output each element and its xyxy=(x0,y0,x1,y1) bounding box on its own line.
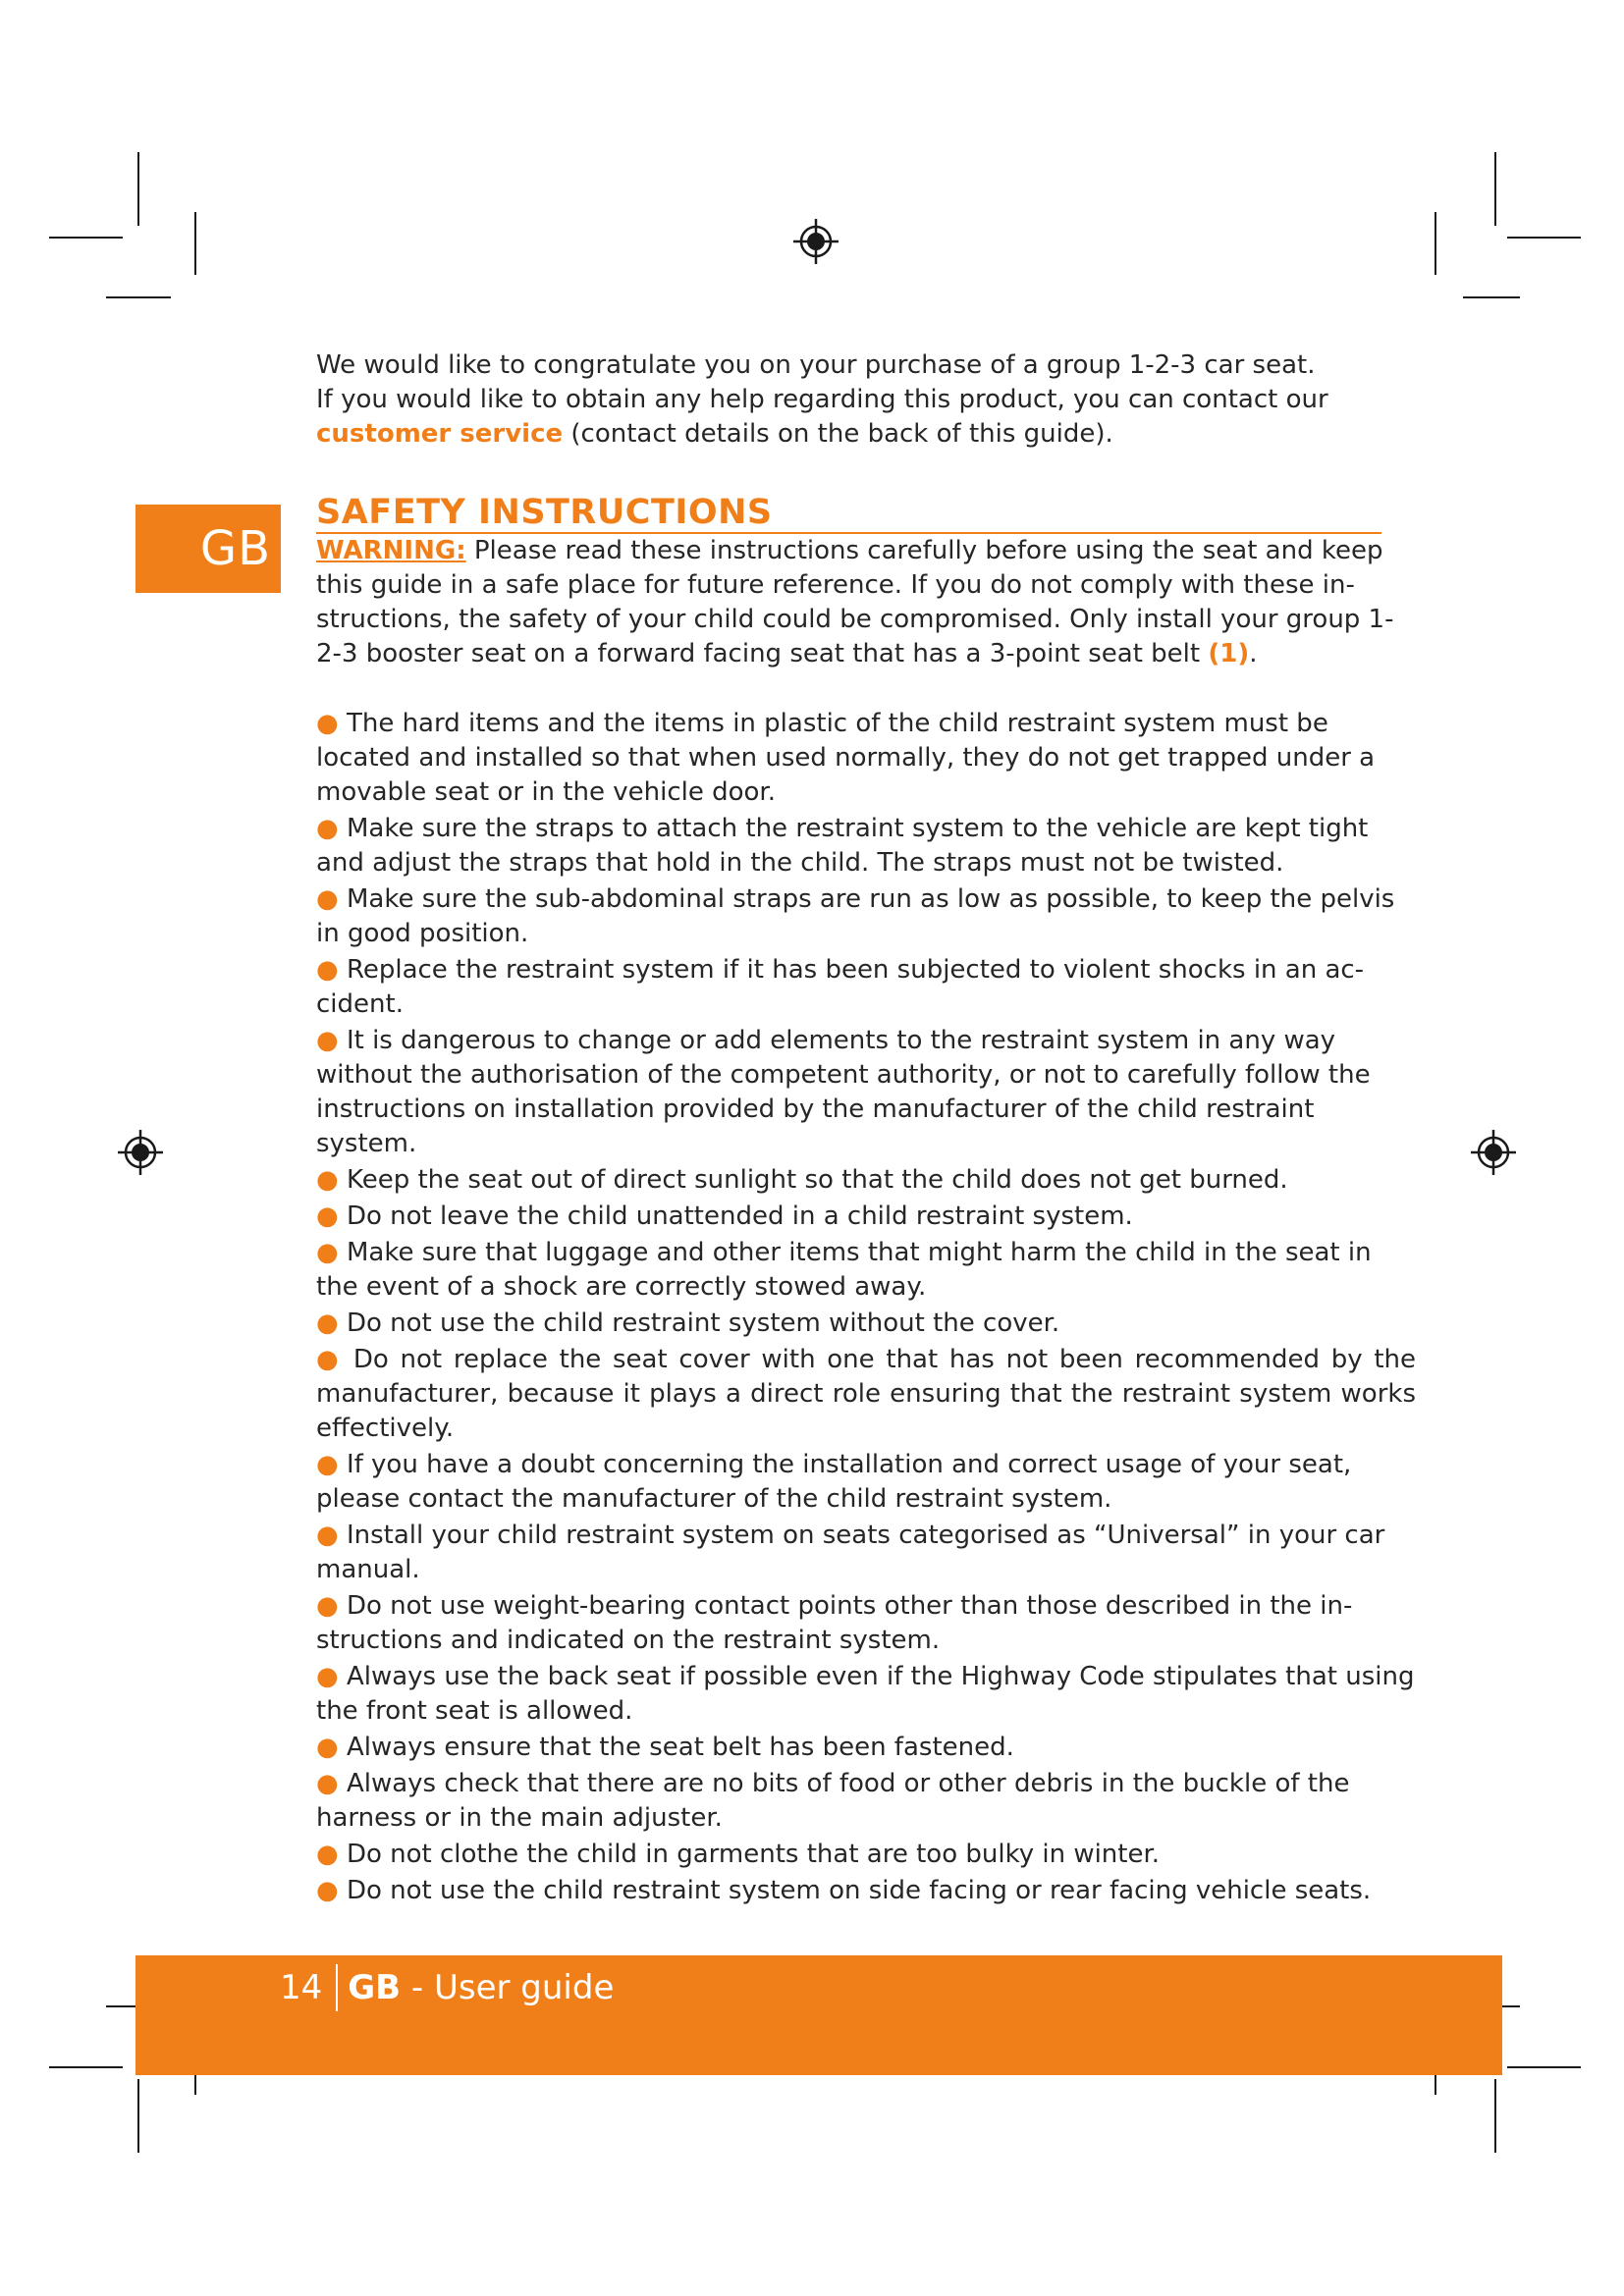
crop-mark xyxy=(1435,212,1436,275)
intro-line-1: We would like to congratulate you on your purchase of a group 1-2-3 car seat. xyxy=(316,350,1316,380)
list-item: ● Do not leave the child unattended in a child restraint system. xyxy=(316,1201,1133,1231)
bullet-icon: ● xyxy=(316,1238,339,1267)
page-number: 14 xyxy=(280,1968,323,2007)
list-item: ● It is dangerous to change or add elements to the restraint system in any way without the authorisation of the competent authority, or not to carefully follow the instructions on installation provided by the manufacturer of the child restraint system. xyxy=(316,1026,1371,1158)
intro xyxy=(316,348,1416,452)
registration-mark-icon xyxy=(792,218,839,265)
crop-mark xyxy=(1463,296,1520,298)
bullet-icon: ● xyxy=(316,709,339,738)
bullet-icon: ● xyxy=(316,1026,339,1055)
bullet-icon: ● xyxy=(316,1201,339,1231)
intro-line-2-tail: (contact details on the back of this guide). xyxy=(563,419,1113,449)
crop-mark xyxy=(1494,2079,1496,2153)
footer-label: - User guide xyxy=(401,1968,615,2007)
bullet-icon: ● xyxy=(316,1662,339,1691)
list-item: ● If you have a doubt concerning the installation and correct usage of your seat, please contact the manufacturer of the child restraint system. xyxy=(316,1450,1352,1514)
list-item: ● Keep the seat out of direct sunlight so that the child does not get burned. xyxy=(316,1165,1288,1195)
crop-mark xyxy=(137,2079,139,2153)
bullet-icon: ● xyxy=(316,814,339,843)
customer-service-link: customer service xyxy=(316,419,564,449)
list-item: ● Install your child restraint system on seats categorised as “Universal” in your car manual. xyxy=(316,1521,1385,1584)
list-item: ● Do not use weight-bearing contact points other than those described in the in-structions and indicated on the restraint system. xyxy=(316,1591,1353,1655)
bullet-icon: ● xyxy=(316,1840,339,1869)
footer xyxy=(280,1963,614,2012)
list-item: ● Do not use the child restraint system without the cover. xyxy=(316,1308,1060,1338)
crop-mark xyxy=(49,2066,123,2068)
registration-mark-icon xyxy=(117,1129,164,1176)
crop-mark xyxy=(1507,237,1581,239)
crop-mark xyxy=(106,296,171,298)
list-item: ● Make sure that luggage and other items that might harm the child in the seat in the event of a shock are correctly stowed away. xyxy=(316,1238,1372,1302)
bullet-icon: ● xyxy=(316,1345,343,1374)
warning-text: Please read these instructions carefully before using the seat and keep this guide in a safe place for future reference. If you do not comply with these in-structions, the safety of your child could be compromised. Only install your group 1-2-3 booster seat on a forward facing seat that has a 3-point seat belt xyxy=(316,536,1394,668)
crop-mark xyxy=(194,212,196,275)
intro-line-2 xyxy=(316,383,1416,452)
page-content xyxy=(316,348,1416,1910)
warning-label: WARNING: xyxy=(316,536,466,565)
list-item: ● Do not use the child restraint system on side facing or rear facing vehicle seats. xyxy=(316,1876,1372,1905)
crop-mark xyxy=(1507,2066,1581,2068)
list-item: ● Make sure the sub-abdominal straps are run as low as possible, to keep the pelvis in good position. xyxy=(316,884,1395,948)
registration-mark-icon xyxy=(1470,1129,1517,1176)
intro-line-2-text: If you would like to obtain any help regarding this product, you can contact our xyxy=(316,385,1328,414)
section-title: SAFETY INSTRUCTIONS xyxy=(316,493,1381,534)
crop-mark xyxy=(1494,152,1496,226)
safety-list xyxy=(316,707,1416,1908)
bullet-icon: ● xyxy=(316,1450,339,1479)
warning-end: . xyxy=(1249,639,1258,668)
crop-mark xyxy=(137,152,139,226)
list-item: ● Replace the restraint system if it has been subjected to violent shocks in an ac-cident. xyxy=(316,955,1365,1019)
footer-language: GB xyxy=(348,1968,402,2007)
list-item: ● Always ensure that the seat belt has been fastened. xyxy=(316,1733,1014,1762)
bullet-icon: ● xyxy=(316,1876,339,1905)
list-item: ● Do not replace the seat cover with one that has not been recommended by the manufacturer, because it plays a direct role ensuring that the restraint system works effectively. xyxy=(316,1345,1417,1443)
warning-paragraph xyxy=(316,534,1416,671)
bullet-icon: ● xyxy=(316,955,339,985)
bullet-icon: ● xyxy=(316,1308,339,1338)
bullet-icon: ● xyxy=(316,884,339,914)
list-item: ● Always use the back seat if possible even if the Highway Code stipulates that using the front seat is allowed. xyxy=(316,1662,1415,1726)
language-tab xyxy=(135,505,281,593)
list-item: ● Always check that there are no bits of food or other debris in the buckle of the harness or in the main adjuster. xyxy=(316,1769,1350,1833)
figure-reference: (1) xyxy=(1208,639,1250,668)
bullet-icon: ● xyxy=(316,1521,339,1550)
list-item: ● The hard items and the items in plastic of the child restraint system must be located and installed so that when used normally, they do not get trapped under a movable seat or in the vehicle door. xyxy=(316,709,1376,807)
bullet-icon: ● xyxy=(316,1733,339,1762)
language-tab-label: GB xyxy=(199,521,271,576)
bullet-icon: ● xyxy=(316,1165,339,1195)
footer-divider xyxy=(336,1964,338,2011)
bullet-icon: ● xyxy=(316,1591,339,1621)
bullet-icon: ● xyxy=(316,1769,339,1798)
list-item: ● Do not clothe the child in garments that are too bulky in winter. xyxy=(316,1840,1161,1869)
crop-mark xyxy=(49,237,123,239)
list-item: ● Make sure the straps to attach the restraint system to the vehicle are kept tight and adjust the straps that hold in the child. The straps must not be twisted. xyxy=(316,814,1369,878)
